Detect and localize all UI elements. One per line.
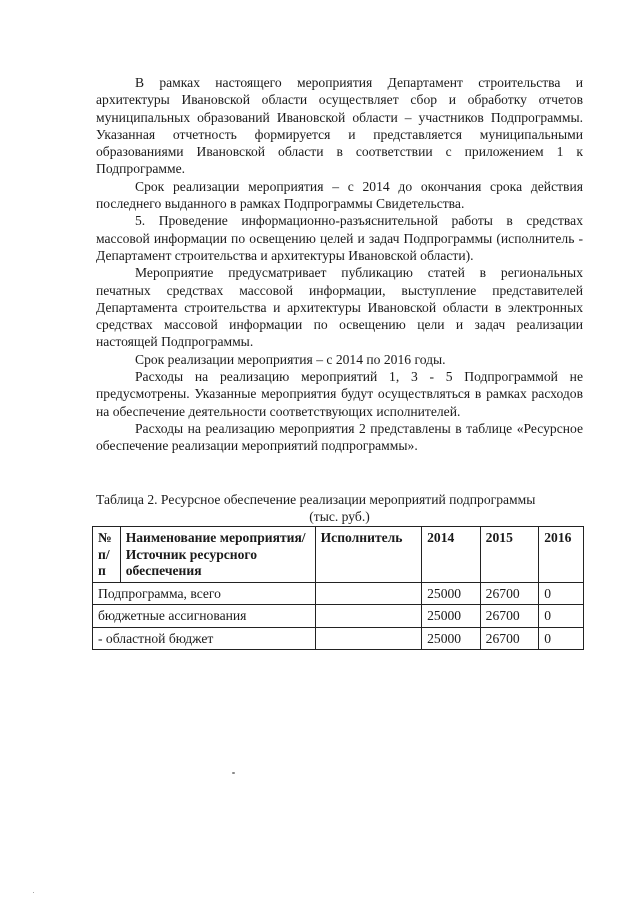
row-2015: 26700 bbox=[480, 627, 539, 650]
header-2014: 2014 bbox=[422, 527, 481, 583]
table-row bbox=[93, 627, 584, 650]
table-row bbox=[93, 582, 584, 605]
header-executor: Исполнитель bbox=[315, 527, 422, 583]
table-caption bbox=[96, 491, 583, 525]
header-2016: 2016 bbox=[539, 527, 584, 583]
row-2016: 0 bbox=[539, 605, 584, 628]
table-title: Таблица 2. Ресурсное обеспечение реализации мероприятий подпрограммы bbox=[96, 492, 536, 507]
paragraph: Расходы на реализацию мероприятия 2 представлены в таблице «Ресурсное обеспечение реализации мероприятий подпрограммы». bbox=[96, 420, 583, 454]
row-name: бюджетные ассигнования bbox=[93, 605, 316, 628]
scan-speck bbox=[33, 892, 34, 893]
row-executor bbox=[315, 582, 422, 605]
row-name: - областной бюджет bbox=[93, 627, 316, 650]
table-header-row bbox=[93, 527, 584, 583]
row-name: Подпрограмма, всего bbox=[93, 582, 316, 605]
row-2016: 0 bbox=[539, 627, 584, 650]
row-executor bbox=[315, 627, 422, 650]
paragraph: 5. Проведение информационно-разъяснительной работы в средствах массовой информации по освещению целей и задач Подпрограммы (исполнитель - Департамент строительства и архитектуры Ивановской области). bbox=[96, 213, 583, 263]
body-text bbox=[96, 74, 583, 455]
row-2015: 26700 bbox=[480, 582, 539, 605]
row-2014: 25000 bbox=[422, 582, 481, 605]
table-row bbox=[93, 605, 584, 628]
paragraph: Срок реализации мероприятия – с 2014 по 2016 годы. bbox=[135, 351, 446, 367]
paragraph: Расходы на реализацию мероприятий 1, 3 - 5 Подпрограммой не предусмотрены. Указанные мероприятия будут осуществляться в рамках расходов на обеспечение деятельности соответствующих исполнителей. bbox=[96, 369, 583, 419]
header-num: № п/п bbox=[93, 527, 121, 583]
table-units: (тыс. руб.) bbox=[309, 509, 370, 524]
resource-table bbox=[92, 526, 584, 650]
row-2014: 25000 bbox=[422, 627, 481, 650]
scan-speck bbox=[232, 772, 235, 774]
row-executor bbox=[315, 605, 422, 628]
paragraph: Срок реализации мероприятия – с 2014 до окончания срока действия последнего выданного в рамках Подпрограммы Свидетельства. bbox=[96, 178, 583, 212]
header-2015: 2015 bbox=[480, 527, 539, 583]
paragraph: В рамках настоящего мероприятия Департамент строительства и архитектуры Ивановской области осуществляет сбор и обработку отчетов муниципальных образований Ивановской области – участников Подпрограммы. Указанная отчетность формируется и представляется муниципальными образованиями Ивановской области в соответствии с приложением 1 к Подпрограмме. bbox=[96, 75, 583, 177]
row-2014: 25000 bbox=[422, 605, 481, 628]
row-2016: 0 bbox=[539, 582, 584, 605]
paragraph: Мероприятие предусматривает публикацию статей в региональных печатных средствах массовой информации, выступление представителей Департамента строительства и архитектуры Ивановской области в электронных средствах массовой информации по освещению цели и задач реализации настоящей Подпрограммы. bbox=[96, 265, 583, 350]
row-2015: 26700 bbox=[480, 605, 539, 628]
header-name: Наименование мероприятия/ Источник ресурсного обеспечения bbox=[120, 527, 315, 583]
